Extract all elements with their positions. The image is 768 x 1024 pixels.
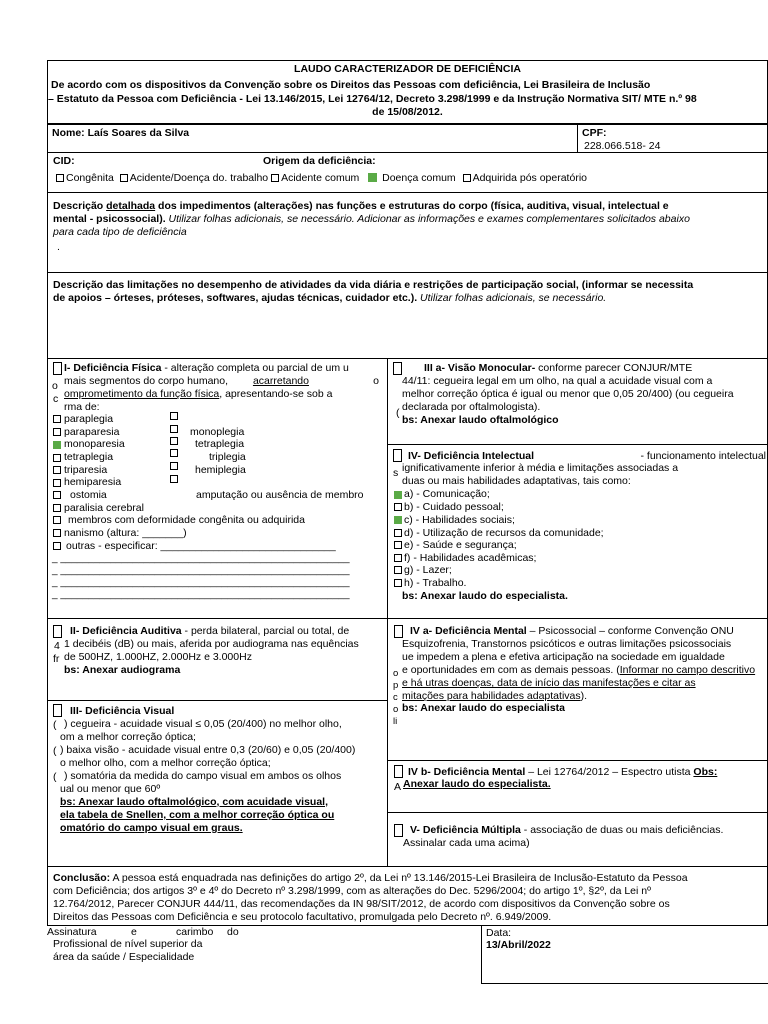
divider (47, 272, 768, 273)
conclusao-line-2: com Deficiência; dos artigos 3º e 4º do Decreto nº 3.298/1999, com as alterações do Dec. 5296/2004; do artigo 1º, §2º, da Lei nº (53, 885, 651, 897)
origin-label: Origem da deficiência: (263, 155, 376, 167)
impairments-line-1: Descrição detalhada dos impedimentos (alterações) nas funções e estruturas do corpo (física, auditiva, visual, intelectual e (53, 200, 669, 212)
intro-line-1: De acordo com os dispositivos da Convenção sobre os Direitos das Pessoas com deficiência, Lei Brasileira de Inclusão (51, 79, 651, 91)
visual-line-1: ) cegueira - acuidade visual ≤ 0,05 (20/400) no melhor olho, (64, 718, 342, 730)
limitations-line-2: de apoios – órteses, próteses, softwares, ajudas técnicas, cuidador etc.). Utilizar folhas adicionais, se necessário. (53, 292, 607, 304)
fill-line: _ ____________________________________________________ (52, 589, 350, 600)
signature-line-3: área da saúde / Especialidade (53, 951, 195, 963)
patient-name: Laís Soares da Silva (87, 127, 190, 139)
impairments-line-2: mental - psicossocial). Utilizar folhas adicionais, se necessário. Adicionar as informações e exames complementares solicitados abaixo (53, 213, 690, 225)
intelectual-side: s (393, 467, 399, 479)
intelectual-item-h: h) - Trabalho. (404, 577, 467, 589)
checkbox[interactable] (53, 504, 61, 512)
checkbox[interactable] (271, 174, 279, 182)
checkbox[interactable] (394, 554, 402, 562)
mental-b-line-1: IV b- Deficiência Mental – Lei 12764/2012 – Espectro utista Obs: (408, 766, 718, 778)
checkbox[interactable] (53, 428, 61, 436)
fill-line: _ ____________________________________________________ (52, 553, 350, 564)
mental-line-1: IV a- Deficiência Mental – Psicossocial – conforme Convenção ONU (410, 625, 734, 637)
checkbox[interactable] (170, 449, 178, 457)
visual-line-2: om a melhor correção óptica; (60, 731, 196, 743)
fisica-line-1: I- Deficiência Física - alteração completa ou parcial de um u (64, 362, 349, 374)
divider (388, 618, 768, 619)
fill-line: _ ____________________________________________________ (52, 565, 350, 576)
origin-options (56, 172, 587, 185)
cpf-value: 228.066.518- 24 (584, 140, 661, 152)
paraplegia: paraplegia (64, 413, 114, 425)
intelectual-item-a: a) - Comunicação; (404, 488, 490, 500)
divider (481, 983, 768, 984)
mental-b-checkbox[interactable] (394, 765, 403, 778)
fisica-side-o: o (52, 380, 58, 392)
auditiva-checkbox[interactable] (53, 625, 62, 638)
visual-obs-1: bs: Anexar laudo oftalmológico, com acuidade visual, (60, 796, 329, 808)
intelectual-line-3: duas ou mais habilidades adaptativas, tais como: (402, 475, 631, 487)
form-title: LAUDO CARACTERIZADOR DE DEFICIÊNCIA (294, 63, 521, 75)
date-divider (481, 925, 482, 983)
monoparesia: monoparesia (64, 438, 125, 450)
limitations-line-1: Descrição das limitações no desempenho de atividades da vida diária e restrições de participação social, (informar se necessita (53, 279, 694, 291)
multipla-checkbox[interactable] (394, 824, 403, 837)
divider (47, 700, 388, 701)
intelectual-item-d: d) - Utilização de recursos da comunidade; (404, 527, 604, 539)
fisica-line-3: omprometimento da função física, apresentando-se sob a (64, 388, 333, 400)
checkbox-checked[interactable] (368, 173, 377, 182)
intelectual-item-f: f) - Habilidades acadêmicas; (404, 552, 537, 564)
tetraparesia: tetraplegia (64, 451, 114, 463)
monocular-line-1: III a- Visão Monocular- conforme parecer CONJUR/MTE (424, 362, 693, 374)
fisica-checkbox[interactable] (53, 362, 62, 375)
membros-deformidade: membros com deformidade congênita ou adquirida (68, 514, 305, 526)
option-doenca-comum[interactable]: Doença comum (368, 172, 455, 184)
checkbox[interactable] (170, 425, 178, 433)
visual-line-5: ) somatória da medida do campo visual em ambos os olhos (64, 770, 342, 782)
auditiva-side-1: 4 (54, 640, 60, 652)
column-divider (387, 358, 388, 866)
checkbox-checked[interactable] (53, 441, 61, 449)
monocular-line-4: declarada por oftalmologista). (402, 401, 541, 413)
checkbox[interactable] (394, 503, 402, 511)
checkbox[interactable] (394, 541, 402, 549)
mental-side: o p c o li (393, 668, 399, 727)
mental-obs: bs: Anexar laudo do especialista (402, 702, 565, 714)
mental-line-2: Esquizofrenia, Transtornos psicóticos e outras limitações psicossociais (402, 638, 732, 650)
fisica-line-2: mais segmentos do corpo humano, acarretando o (64, 375, 379, 387)
visual-checkbox[interactable] (53, 704, 62, 717)
checkbox[interactable] (53, 516, 61, 524)
divider (388, 444, 768, 445)
fisica-line-4: rma de: (64, 401, 100, 413)
intelectual-item-b: b) - Cuidado pessoal; (404, 501, 504, 513)
conclusao-line-3: 12.764/2012, Parecer CONJUR 444/11, das recomendações da IN 98/SIT/2012, de acordo com dispositivos da Convenção sobre os (53, 898, 670, 910)
multipla-line-2: Assinalar cada uma acima) (403, 837, 530, 849)
impairments-line-3: para cada tipo de deficiência (53, 226, 187, 238)
visual-obs-3: omatório do campo visual em graus. (60, 822, 243, 834)
auditiva-line-2: 1 decibéis (dB) ou mais, aferida por audiograma nas equências (64, 638, 359, 650)
paraparesia: paraparesia (64, 426, 120, 438)
checkbox[interactable] (53, 542, 61, 550)
divider (47, 192, 768, 193)
checkbox[interactable] (53, 466, 61, 474)
fill-line: _ ____________________________________________________ (52, 577, 350, 588)
checkbox[interactable] (394, 579, 402, 587)
monocular-obs: bs: Anexar laudo oftalmológico (402, 414, 559, 426)
intelectual-item-e: e) - Saúde e segurança; (404, 539, 517, 551)
intelectual-line-1: IV- Deficiência Intelectual - funcionamento intelectual (408, 450, 766, 462)
intro-line-2: – Estatuto da Pessoa com Deficiência - Lei 13.146/2015, Lei 12764/12, Decreto 3.298/1999 e da Instrução Normativa SIT/ MTE n.º 98 (48, 93, 697, 105)
monoplegia: monoplegia (190, 426, 245, 438)
triplegia: triplegia (209, 451, 246, 463)
intelectual-obs: bs: Anexar laudo do especialista. (402, 590, 568, 602)
divider (47, 152, 768, 153)
paralisia-cerebral: paralisia cerebral (64, 502, 144, 514)
divider (388, 812, 768, 813)
cpf-divider (577, 124, 578, 152)
visual-line-6: ual ou menor que 60º (60, 783, 161, 795)
checkbox[interactable] (56, 174, 64, 182)
option-acidente-trabalho[interactable]: Acidente/Doença do. trabalho (120, 172, 268, 184)
cpf-label: CPF: (582, 127, 607, 139)
divider (47, 618, 388, 619)
outras-especificar: outras - especificar: ______________________________ (66, 540, 336, 552)
visual-line-4: o melhor olho, com a melhor correção óptica; (60, 757, 271, 769)
checkbox[interactable] (170, 462, 178, 470)
mental-checkbox[interactable] (394, 625, 403, 638)
hemiplegia: hemiplegia (195, 464, 246, 476)
mental-b-side: A (394, 781, 402, 793)
divider (47, 358, 768, 359)
visual-line-3: ) baixa visão - acuidade visual entre 0,3 (20/60) e 0,05 (20/400) (60, 744, 356, 756)
signature-line-2: Profissional de nível superior da (53, 938, 203, 950)
monocular-paren: ( (396, 407, 400, 419)
option-acidente-comum[interactable]: Acidente comum (271, 172, 359, 184)
visual-obs-2: ela tabela de Snellen, com a melhor correção óptica ou (60, 809, 335, 821)
multipla-line-1: V- Deficiência Múltipla - associação de duas ou mais deficiências. (410, 824, 724, 836)
visual-title: III- Deficiência Visual (70, 705, 175, 717)
checkbox[interactable] (394, 529, 402, 537)
nanismo: nanismo (altura: _______) (64, 527, 187, 539)
checkbox[interactable] (170, 437, 178, 445)
date-label: Data: (486, 927, 512, 939)
impairments-dot: . (57, 241, 60, 253)
visual-paren: ( (53, 719, 57, 731)
visual-paren: ( (53, 771, 57, 783)
name-label: Nome: Laís Soares da Silva (52, 127, 190, 139)
intelectual-checkbox[interactable] (393, 449, 402, 462)
checkbox[interactable] (53, 479, 61, 487)
checkbox[interactable] (170, 412, 178, 420)
intro-line-3: de 15/08/2012. (372, 106, 443, 118)
auditiva-side-2: fr (53, 653, 60, 665)
checkbox[interactable] (53, 491, 61, 499)
auditiva-line-3: de 500HZ, 1.000HZ, 2.000Hz e 3.000Hz (64, 651, 252, 663)
fisica-side-c: c (53, 393, 59, 405)
checkbox[interactable] (53, 454, 61, 462)
option-congenita[interactable]: Congênita (56, 172, 114, 184)
date-value: 13/Abril/2022 (486, 939, 551, 951)
cid-label: CID: (53, 155, 75, 167)
checkbox-checked[interactable] (394, 516, 402, 524)
checkbox[interactable] (53, 529, 61, 537)
monocular-checkbox[interactable] (393, 362, 402, 375)
mental-line-6: mitações para habilidades adaptativas). (402, 690, 588, 702)
intelectual-item-c: c) - Habilidades sociais; (404, 514, 515, 526)
mental-b-obs: Anexar laudo do especialista. (403, 778, 551, 790)
auditiva-obs: bs: Anexar audiograma (64, 664, 181, 676)
checkbox-checked[interactable] (394, 491, 402, 499)
auditiva-line-1: II- Deficiência Auditiva - perda bilateral, parcial ou total, de (70, 625, 350, 637)
intelectual-item-g: g) - Lazer; (404, 564, 452, 576)
conclusao-line-4: Direitos das Pessoas com Deficiência e seu protocolo facultativo, promulgada pelo Decreto nº. 6.949/2009. (53, 911, 552, 923)
monocular-line-3: melhor correção óptica é igual ou menor que 0,05 20/400) (ou cegueira (402, 388, 734, 400)
checkbox[interactable] (120, 174, 128, 182)
visual-paren: ( (53, 745, 57, 757)
signature-line-1: Assinatura e carimbo do (47, 926, 239, 938)
checkbox[interactable] (53, 415, 61, 423)
mental-line-3: ue impedem a plena e efetiva articipação na sociedade em igualdade (402, 651, 725, 663)
mental-line-4: e oportunidades em com as demais pessoas. (Informar no campo descritivo (402, 664, 756, 676)
checkbox[interactable] (170, 475, 178, 483)
mental-line-5: e há utras doenças, data de início das manifestações e citar as (402, 677, 696, 689)
triparesia: triparesia (64, 464, 108, 476)
tetraplegia-1: tetraplegia (195, 438, 245, 450)
conclusao-line-1: Conclusão: A pessoa está enquadrada nas definições do artigo 2º, da Lei nº 13.146/2015-Lei Brasileira de Inclusão-Estatuto da Pessoa (53, 872, 688, 884)
ostomia: ostomia (70, 489, 107, 501)
checkbox[interactable] (394, 566, 402, 574)
intelectual-line-2: ignificativamente inferior à média e limitações associadas a (402, 462, 679, 474)
amputacao: amputação ou ausência de membro (196, 489, 364, 501)
divider (388, 760, 768, 761)
checkbox[interactable] (463, 174, 471, 182)
divider (47, 866, 768, 867)
hemiparesia: hemiparesia (64, 476, 122, 488)
monocular-line-2: 44/11: cegueira legal em um olho, na qual a acuidade visual com a (402, 375, 713, 387)
option-adquirida[interactable]: Adquirida pós operatório (463, 172, 587, 184)
